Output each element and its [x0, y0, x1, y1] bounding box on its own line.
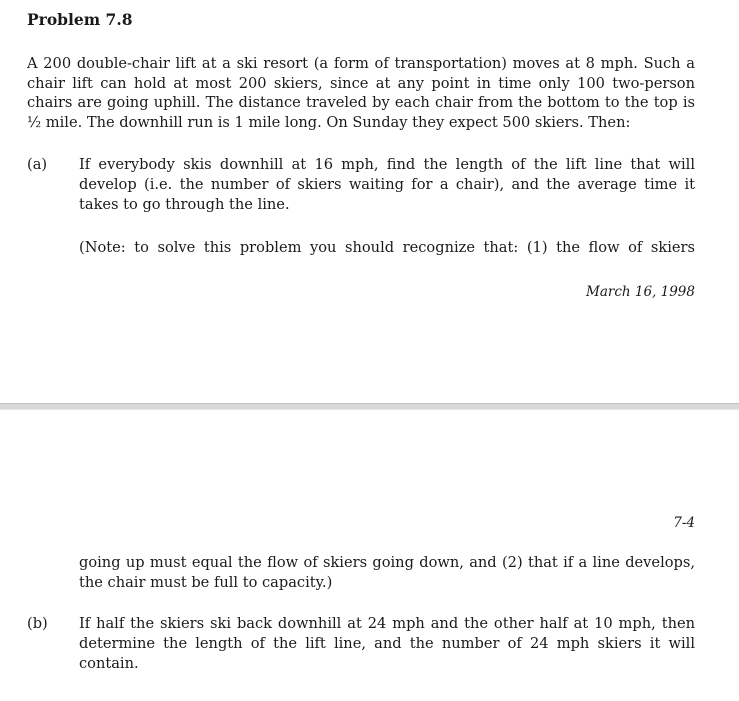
- problem-intro: A 200 double-chair lift at a ski resort (a form of transportation) moves at 8 mph. Such a chair lift can hold at most 200 skiers, since at any point in time only 100 two-person chairs are going uphill. The distance traveled by each chair from the bottom to the top is ½ mile. The downhill run is 1 mile long. On Sunday they expect 500 skiers. Then:: [27, 55, 695, 131]
- page-bottom: [0, 410, 739, 701]
- part-a-label: (a): [27, 156, 48, 173]
- part-b-label: (b): [27, 615, 48, 632]
- page-date: March 16, 1998: [586, 284, 695, 300]
- part-a-note-start: (Note: to solve this problem you should recognize that: (1) the flow of skiers: [79, 239, 695, 256]
- page-separator: [0, 403, 739, 410]
- page-number: 7-4: [673, 515, 695, 531]
- problem-title: Problem 7.8: [27, 10, 133, 29]
- part-b-text: If half the skiers ski back downhill at 24 mph and the other half at 10 mph, then determine the length of the lift line, and the number of 24 mph skiers it will contain.: [79, 615, 695, 672]
- part-a-note-continued: going up must equal the flow of skiers going down, and (2) that if a line develops, the chair must be full to capacity.): [79, 554, 695, 591]
- part-a-text: If everybody skis downhill at 16 mph, find the length of the lift line that will develop (i.e. the number of skiers waiting for a chair), and the average time it takes to go through the line.: [79, 156, 695, 213]
